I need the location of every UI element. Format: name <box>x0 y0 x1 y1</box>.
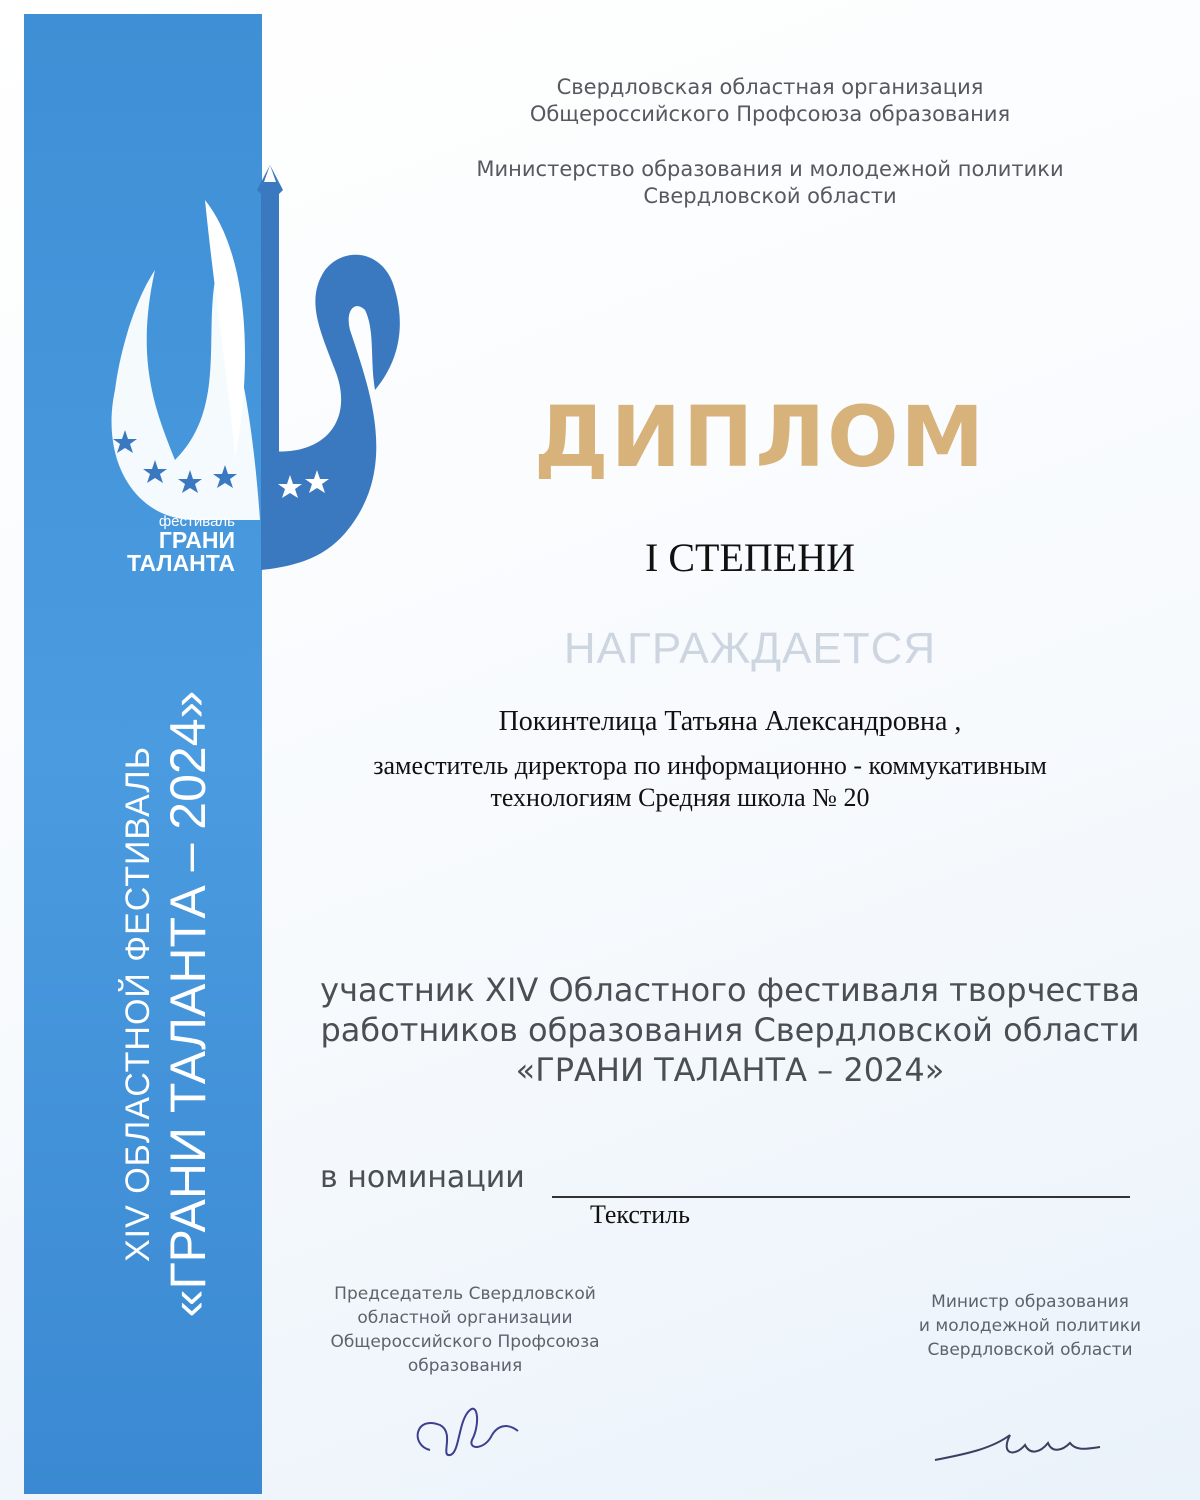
logo-text-line1: ГРАНИ <box>158 527 235 553</box>
festival-description <box>300 970 1160 1090</box>
signatory-right-line: Министр образования <box>931 1292 1129 1312</box>
signatory-right-line: и молодежной политики <box>918 1316 1142 1336</box>
signatory-left <box>300 1282 630 1378</box>
logo-text-small: фестиваль <box>158 513 235 530</box>
header-org1 <box>420 74 1120 128</box>
recipient-name: Покинтелица Татьяна Александровна , <box>498 706 962 737</box>
nomination-label: в номинации <box>320 1160 525 1195</box>
sidebar-title-line1: XIV ОБЛАСТНОЙ ФЕСТИВАЛЬ <box>119 745 157 1263</box>
signature-left-icon <box>400 1395 540 1475</box>
nomination-value: Текстиль <box>589 1200 691 1229</box>
nomination-underline <box>552 1196 1130 1198</box>
logo-text-line2: ТАЛАНТА <box>126 550 235 576</box>
signatory-left-line: образования <box>407 1356 523 1376</box>
festival-line3: «ГРАНИ ТАЛАНТА – 2024» <box>515 1051 945 1089</box>
recipient-position-line2: технологиям Средняя школа № 20 <box>490 783 870 812</box>
festival-line2: работников образования Свердловской области <box>320 1011 1140 1049</box>
recipient-position-line1: заместитель директора по информационно - коммукативным <box>373 751 1047 780</box>
signatory-left-line: Председатель Свердловской <box>334 1284 596 1304</box>
festival-line1: участник XIV Областного фестиваля творчества <box>320 971 1140 1009</box>
sidebar-festival-title <box>118 644 218 1364</box>
diploma-title: ДИПЛОМ <box>533 388 987 486</box>
signatory-left-line: областной организации <box>357 1308 573 1328</box>
diploma-degree: I СТЕПЕНИ <box>645 535 855 580</box>
header-org2 <box>420 156 1120 210</box>
logo-text <box>100 514 235 575</box>
sidebar-title-line2: «ГРАНИ ТАЛАНТА – 2024» <box>160 690 216 1318</box>
header-org1-line2: Общероссийского Профсоюза образования <box>529 102 1011 126</box>
awarded-label: НАГРАЖДАЕТСЯ <box>563 624 937 673</box>
header-org1-line1: Свердловская областная организация <box>556 75 984 99</box>
recipient-position <box>260 750 1160 814</box>
signatory-right-line: Свердловской области <box>927 1340 1133 1360</box>
signatory-left-line: Общероссийского Профсоюза <box>330 1332 600 1352</box>
signature-right-icon <box>930 1415 1120 1475</box>
header-org2-line2: Свердловской области <box>643 184 897 208</box>
signatory-right <box>890 1290 1170 1362</box>
header-org2-line1: Министерство образования и молодежной политики <box>476 157 1064 181</box>
